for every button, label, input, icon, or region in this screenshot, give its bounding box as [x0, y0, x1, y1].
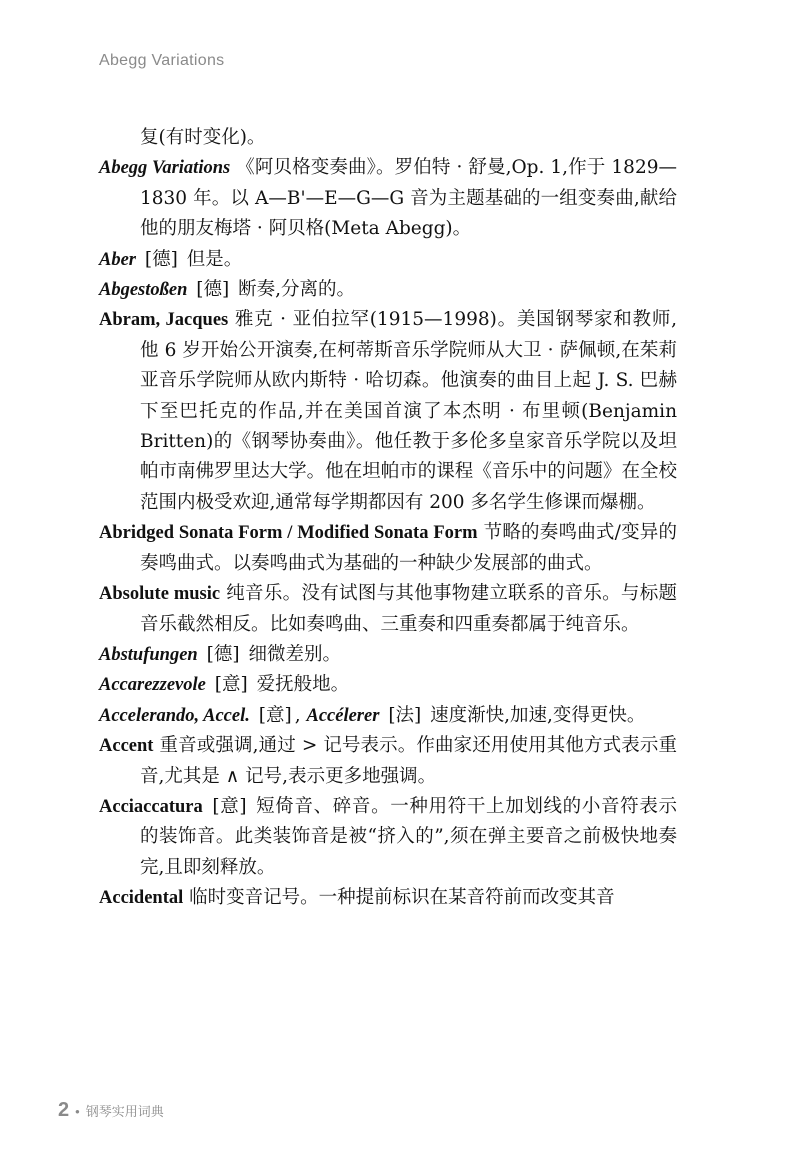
- entry-accent: [99, 731, 677, 792]
- book-title: 钢琴实用词典: [85, 1104, 164, 1119]
- definition: 断奏,分离的。: [238, 279, 355, 301]
- bullet-separator: •: [75, 1104, 80, 1119]
- language-tag: [意]: [258, 704, 292, 726]
- entry-accidental: [99, 883, 677, 913]
- language-tag: [意]: [212, 795, 247, 817]
- page-footer: [58, 1099, 164, 1122]
- definition: 短倚音、碎音。一种用符干上加划线的小音符表示的装饰音。此类装饰音是被“挤入的”,须在弹主要音之前极快地奏完,且即刻释放。: [140, 795, 677, 878]
- definition: 速度渐快,加速,变得更快。: [430, 704, 646, 726]
- headword: Abram, Jacques: [99, 310, 229, 331]
- headword: Aber: [99, 249, 136, 270]
- entry-abram-jacques: [99, 305, 677, 518]
- entry-accarezzevole: [99, 670, 677, 700]
- definition: 节略的奏鸣曲式/变异的奏鸣曲式。以奏鸣曲式为基础的一种缺少发展部的曲式。: [140, 522, 678, 574]
- headword: Absolute music: [99, 584, 221, 605]
- definition: 临时变音记号。一种提前标识在某音符前而改变其音: [189, 887, 615, 909]
- headword: Abegg Variations: [99, 158, 231, 179]
- entry-abridged-sonata-form: [99, 518, 677, 579]
- entry-abgestossen: [99, 275, 677, 305]
- definition: 但是。: [186, 248, 243, 270]
- headword: Abstufungen: [99, 644, 198, 665]
- running-head: Abegg Variations: [99, 52, 225, 69]
- language-tag: [德]: [196, 279, 230, 301]
- language-tag-secondary: [法]: [388, 704, 422, 726]
- headword: Abridged Sonata Form / Modified Sonata Form: [99, 523, 478, 544]
- definition: 纯音乐。没有试图与其他事物建立联系的音乐。与标题音乐截然相反。比如奏鸣曲、三重奏和四重奏都属于纯音乐。: [140, 583, 677, 635]
- language-tag: [德]: [206, 643, 240, 665]
- definition: 雅克 · 亚伯拉罕(1915—1998)。美国钢琴家和教师,他 6 岁开始公开演奏,在柯蒂斯音乐学院师从大卫 · 萨佩顿,在茱莉亚音乐学院师从欧内斯特 · 哈切森。他演奏的曲目上起 J. S. 巴赫下至巴托克的作品,并在美国首演了本杰明 · 布里顿(Benjamin Britten)的《钢琴协奏曲》。他任教于多伦多皇家音乐学院以及坦帕市南佛罗里达大学。他在坦帕市的课程《音乐中的问题》在全校范围内极受欢迎,通常每学期都因有 200 多名学生修课而爆棚。: [140, 309, 677, 513]
- headword: Accarezzevole: [99, 675, 206, 696]
- headword: Accidental: [99, 888, 184, 909]
- dictionary-body: [99, 123, 677, 914]
- page-number: 2: [58, 1099, 70, 1121]
- definition: 《阿贝格变奏曲》。罗伯特 · 舒曼,Op. 1,作于 1829—1830 年。以 A—B'—E—G—G 音为主题基础的一组变奏曲,献给他的朋友梅塔 · 阿贝格(Meta Abegg)。: [140, 157, 677, 240]
- entry-abegg-variations: [99, 153, 677, 244]
- entry-acciaccatura: [99, 792, 677, 883]
- headword-secondary: Accélerer: [306, 705, 380, 726]
- entry-aber: [99, 245, 677, 275]
- separator-comma: ,: [294, 704, 301, 726]
- definition: 细微差别。: [248, 643, 341, 665]
- headword: Accelerando, Accel.: [99, 705, 250, 726]
- language-tag: [德]: [144, 248, 178, 270]
- entry-abstufungen: [99, 640, 677, 670]
- continuation-text: 复(有时变化)。: [140, 127, 266, 148]
- language-tag: [意]: [214, 674, 248, 696]
- entry-accelerando: [99, 701, 677, 731]
- headword: Abgestoßen: [99, 280, 188, 301]
- headword: Accent: [99, 736, 154, 757]
- definition: 重音或强调,通过 > 记号表示。作曲家还用使用其他方式表示重音,尤其是 ∧ 记号,表示更多地强调。: [140, 735, 677, 787]
- definition: 爱抚般地。: [256, 674, 350, 696]
- entry-absolute-music: [99, 579, 677, 640]
- headword: Acciaccatura: [99, 796, 203, 817]
